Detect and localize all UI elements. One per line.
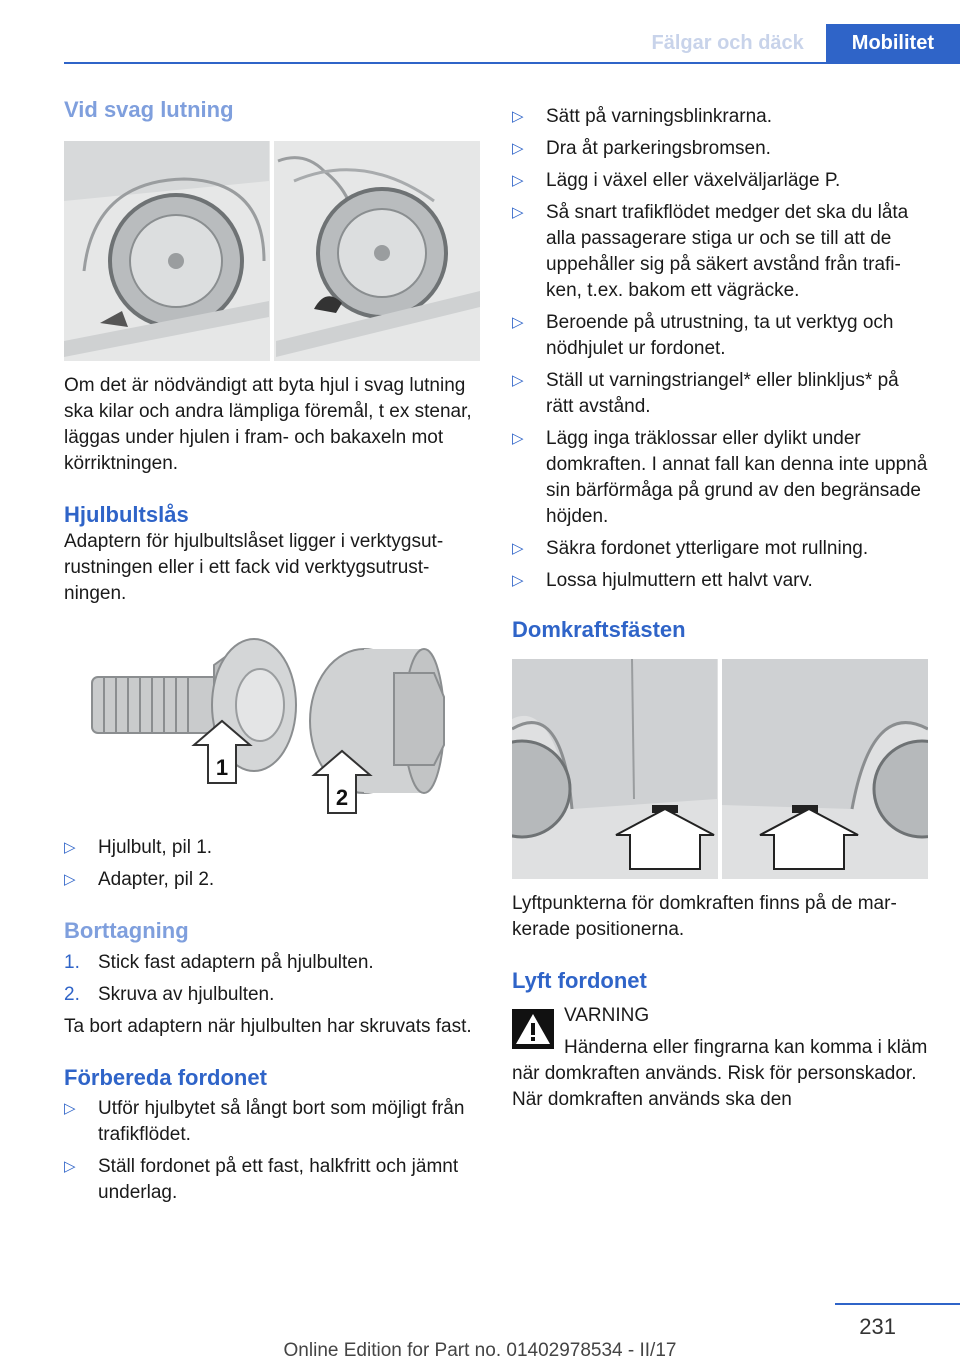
tab-falgar-och-dack[interactable]: Fälgar och däck bbox=[651, 31, 804, 54]
right-column bbox=[512, 104, 930, 1113]
heading-lyft-fordonet: Lyft fordonet bbox=[512, 967, 647, 993]
footer-edition: Online Edition for Part no. 01402978534 - II/17 bbox=[283, 1340, 677, 1361]
slope-wheel-chocks-illustration bbox=[64, 141, 480, 361]
slope-paragraph: Om det är nödvändigt att byta hjul i svag lutning ska kilar och andra lämpliga föremål, t ex stenar, läggas under hjulen i fram- och bakaxeln mot körriktningen. bbox=[64, 374, 472, 474]
heading-vid-svag-lutning: Vid svag lutning bbox=[64, 97, 234, 122]
triangle-bullet-icon: ▷ bbox=[512, 204, 524, 221]
triangle-bullet-icon: ▷ bbox=[64, 1158, 76, 1176]
list-item: ▷ Adapter, pil 2. bbox=[64, 867, 482, 893]
prepare-list bbox=[64, 1096, 482, 1206]
triangle-bullet-icon: ▷ bbox=[512, 140, 524, 157]
list-item: ▷ Sätt på varningsblinkrarna. bbox=[512, 104, 930, 130]
triangle-bullet-icon: ▷ bbox=[512, 540, 524, 557]
tab-mobilitet[interactable]: Mobilitet bbox=[826, 24, 960, 62]
list-item: ▷ Utför hjulbytet så långt bort som möjligt från trafikflödet. bbox=[64, 1096, 482, 1148]
triangle-bullet-icon: ▷ bbox=[512, 372, 524, 389]
heading-domkraftsfasten: Domkraftsfästen bbox=[512, 617, 686, 642]
heading-borttagning: Borttagning bbox=[64, 918, 189, 944]
wheel-lock-bolt-illustration bbox=[64, 625, 480, 825]
left-column bbox=[64, 96, 482, 1212]
header-tabs bbox=[630, 24, 960, 62]
triangle-bullet-icon: ▷ bbox=[512, 108, 524, 125]
header-rule bbox=[64, 62, 960, 64]
heading-hjulbultslas: Hjulbultslås bbox=[64, 501, 189, 527]
lock-paragraph: Adaptern för hjulbultslåset ligger i verktygsutrustningen eller i ett fack vid verktygsutrustningen. bbox=[64, 531, 444, 605]
warning-title: VARNING bbox=[564, 1005, 650, 1027]
list-item: ▷ Beroende på utrustning, ta ut verktyg och nödhjulet ur fordonet. bbox=[512, 310, 930, 362]
list-item: 1. Stick fast adaptern på hjulbulten. bbox=[64, 951, 374, 973]
list-item: ▷ Så snart trafikflödet medger det ska du låta alla passagerare stiga ur och se till att de uppehåller sig på säkert avstånd från trafiken, t.ex. bakom ett vägräcke. bbox=[512, 200, 930, 304]
jack-paragraph: Lyftpunkterna för domkraften finns på de markerade positionerna. bbox=[512, 892, 897, 940]
triangle-bullet-icon: ▷ bbox=[512, 572, 524, 589]
lock-parts-list bbox=[64, 835, 482, 893]
list-item: ▷ Hjulbult, pil 1. bbox=[64, 835, 482, 861]
triangle-bullet-icon: ▷ bbox=[64, 839, 76, 857]
arrow-label-2: 2 bbox=[335, 785, 349, 811]
warning-paragraph: Händerna eller fingrarna kan komma i kläm när domkraften används. Risk för personskador. När domkraften används ska den bbox=[512, 1037, 928, 1111]
warning-triangle-icon bbox=[512, 1009, 554, 1049]
heading-forbereda-fordonet: Förbereda fordonet bbox=[64, 1064, 267, 1090]
list-item: ▷ Ställ ut varningstriangel* eller blinkljus* på rätt avstånd. bbox=[512, 368, 930, 420]
removal-note: Ta bort adaptern när hjulbulten har skruvats fast. bbox=[64, 1015, 472, 1037]
triangle-bullet-icon: ▷ bbox=[64, 1100, 76, 1118]
triangle-bullet-icon: ▷ bbox=[512, 430, 524, 447]
footer-rule bbox=[835, 1303, 960, 1305]
list-item: 2. Skruva av hjulbulten. bbox=[64, 983, 275, 1005]
list-item: ▷ Lossa hjulmuttern ett halvt varv. bbox=[512, 568, 930, 594]
prepare-list-continued bbox=[512, 104, 930, 594]
page-number: 231 bbox=[859, 1314, 896, 1339]
list-item: ▷ Lägg inga träklossar eller dylikt under domkraften. I annat fall kan denna inte uppnå sin bärförmåga på grund av den begränsade höjden. bbox=[512, 426, 930, 530]
removal-steps bbox=[64, 950, 482, 1008]
triangle-bullet-icon: ▷ bbox=[64, 871, 76, 889]
wheel-bolt bbox=[92, 639, 296, 771]
list-item: ▷ Dra åt parkeringsbromsen. bbox=[512, 136, 930, 162]
list-item: ▷ Ställ fordonet på ett fast, halkfritt och jämnt underlag. bbox=[64, 1154, 482, 1206]
list-item: ▷ Säkra fordonet ytterligare mot rullning. bbox=[512, 536, 930, 562]
list-item: ▷ Lägg i växel eller växelväljarläge P. bbox=[512, 168, 930, 194]
jacking-points-illustration bbox=[512, 659, 928, 879]
arrow-label-1: 1 bbox=[215, 755, 229, 781]
triangle-bullet-icon: ▷ bbox=[512, 172, 524, 189]
triangle-bullet-icon: ▷ bbox=[512, 314, 524, 331]
